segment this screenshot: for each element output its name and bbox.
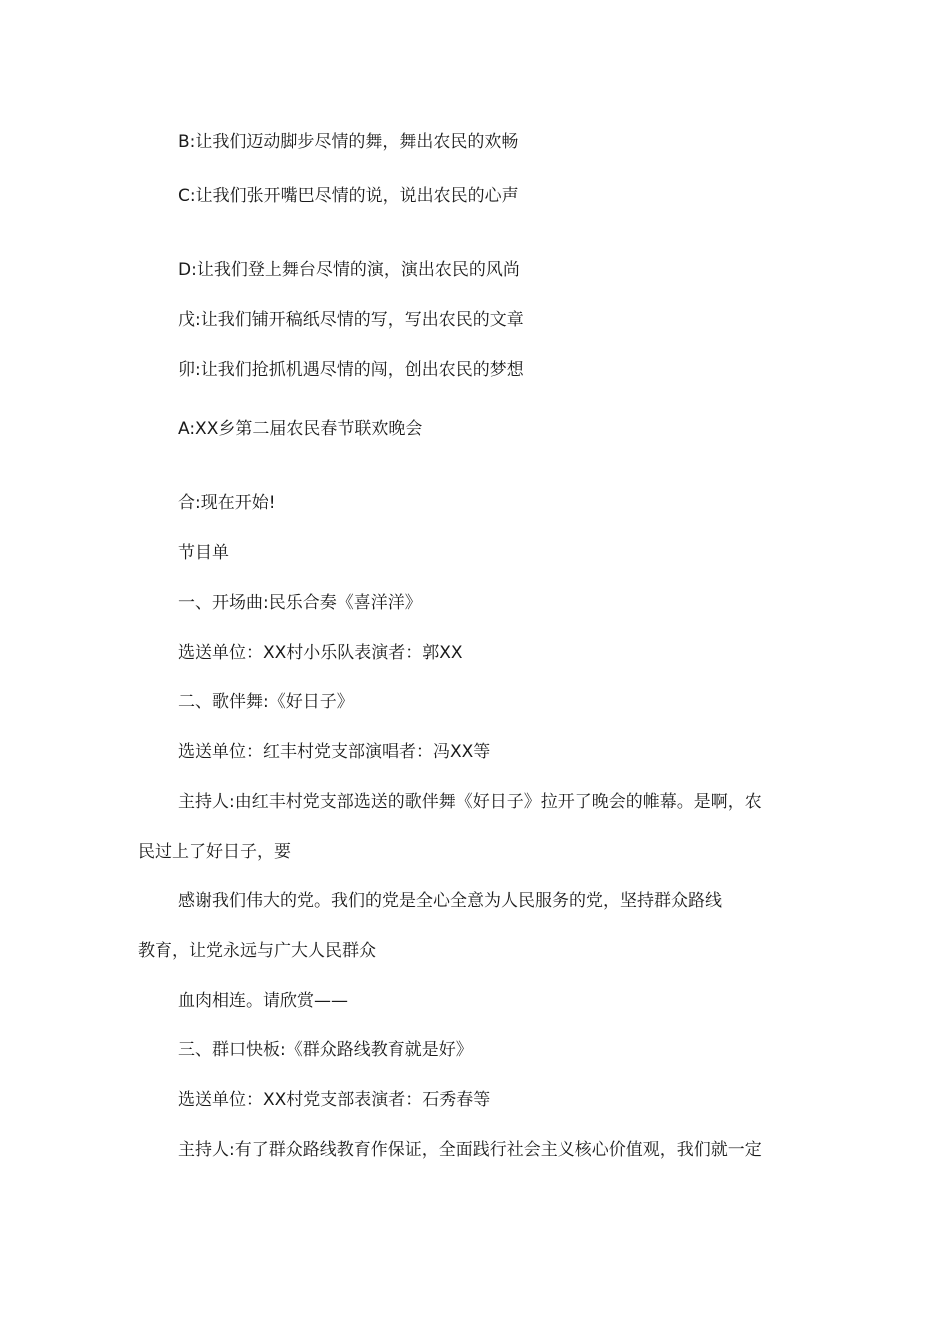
program-item-1-title: 一、开场曲:民乐合奏《喜洋洋》 [178, 593, 422, 613]
dialogue-line-wu: 戊:让我们铺开稿纸尽情的写，写出农民的文章 [178, 310, 524, 330]
host-paragraph-3-line-1: 血肉相连。请欣赏—— [178, 991, 348, 1011]
host-paragraph-2-line-1: 感谢我们伟大的党。我们的党是全心全意为人民服务的党，坚持群众路线 [178, 891, 722, 911]
host-paragraph-4-line-1: 主持人:有了群众路线教育作保证，全面践行社会主义核心价值观，我们就一定 [178, 1140, 762, 1160]
dialogue-line-b: B:让我们迈动脚步尽情的舞，舞出农民的欢畅 [178, 132, 519, 152]
program-heading: 节目单 [178, 543, 229, 563]
program-item-2-title: 二、歌伴舞:《好日子》 [178, 692, 354, 712]
dialogue-line-d: D:让我们登上舞台尽情的演，演出农民的风尚 [178, 260, 520, 280]
host-paragraph-1-line-1: 主持人:由红丰村党支部选送的歌伴舞《好日子》拉开了晚会的帷幕。是啊，农 [178, 792, 762, 812]
host-paragraph-2-line-2: 教育，让党永远与广大人民群众 [138, 941, 376, 961]
dialogue-line-mao: 卯:让我们抢抓机遇尽情的闯，创出农民的梦想 [178, 360, 524, 380]
program-item-3-unit: 选送单位：XX村党支部表演者：石秀春等 [178, 1090, 491, 1110]
host-paragraph-1-line-2: 民过上了好日子，要 [138, 842, 291, 862]
dialogue-line-c: C:让我们张开嘴巴尽情的说，说出农民的心声 [178, 186, 519, 206]
program-item-2-unit: 选送单位：红丰村党支部演唱者：冯XX等 [178, 742, 491, 762]
program-item-1-unit: 选送单位：XX村小乐队表演者：郭XX [178, 643, 463, 663]
dialogue-line-a: A:XX乡第二届农民春节联欢晚会 [178, 419, 423, 439]
program-item-3-title: 三、群口快板:《群众路线教育就是好》 [178, 1040, 473, 1060]
dialogue-line-together: 合:现在开始! [178, 493, 276, 513]
